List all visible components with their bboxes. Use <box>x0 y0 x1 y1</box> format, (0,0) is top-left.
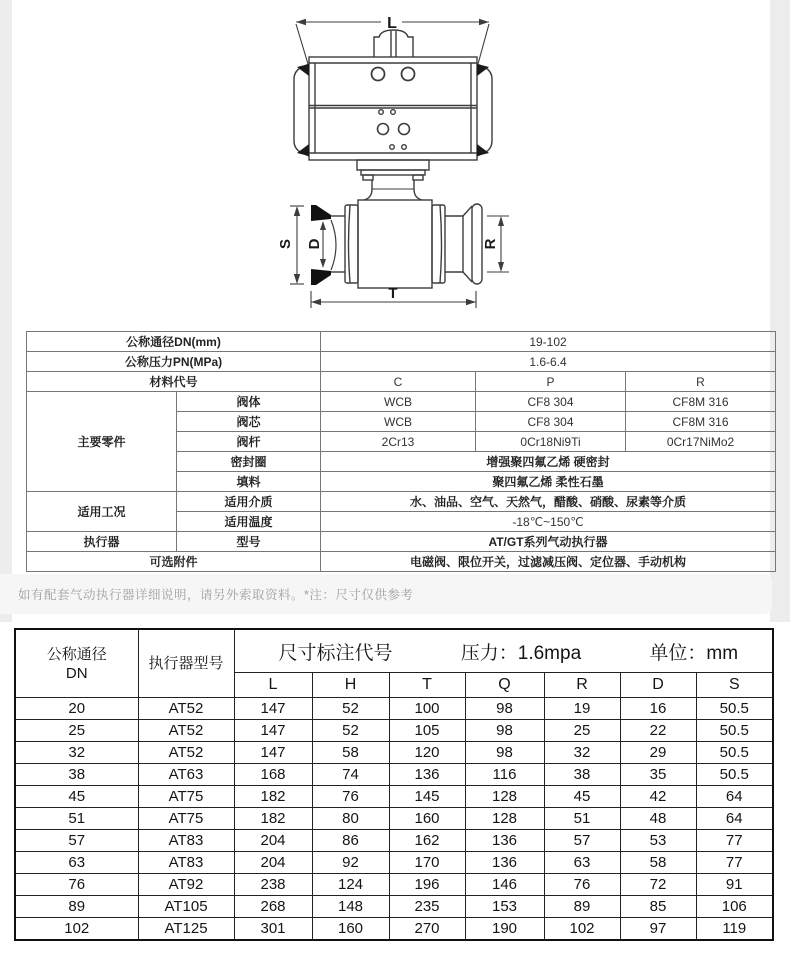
dim-cell: 25 <box>15 720 138 742</box>
dim-col-R: R <box>544 673 620 698</box>
dim-cell: 72 <box>620 874 696 896</box>
note-text: 如有配套气动执行器详细说明，请另外索取资料。*注：尺寸仅供参考 <box>18 588 414 602</box>
dim-cell: 58 <box>312 742 389 764</box>
dim-cell: 120 <box>389 742 465 764</box>
spec-parts-label: 主要零件 <box>27 392 177 492</box>
dim-cell: 102 <box>544 918 620 941</box>
dim-cell: 98 <box>465 720 544 742</box>
spec-temp-value: -18℃~150℃ <box>321 512 776 532</box>
dim-cell: 168 <box>234 764 312 786</box>
dim-cell: AT75 <box>138 808 234 830</box>
dim-cell: 29 <box>620 742 696 764</box>
clamp-section-bottom <box>311 269 331 285</box>
dim-cell: 50.5 <box>696 742 773 764</box>
dim-cell: 105 <box>389 720 465 742</box>
dim-cell: 204 <box>234 830 312 852</box>
dim-cell: 100 <box>389 698 465 720</box>
dim-col-L: L <box>234 673 312 698</box>
dim-cell: 85 <box>620 896 696 918</box>
dim-header-dn-line2: DN <box>65 664 88 682</box>
valve-body <box>358 200 432 288</box>
dim-header-dn-line1: 公称通径 <box>46 645 107 663</box>
dim-cell: 45 <box>15 786 138 808</box>
dim-cell: 38 <box>15 764 138 786</box>
dim-row <box>15 852 773 874</box>
dim-cell: 51 <box>15 808 138 830</box>
spec-accessories-label: 可选附件 <box>27 552 321 572</box>
spec-dn-label: 公称通径DN(mm) <box>27 332 321 352</box>
end-cap-right <box>477 64 492 156</box>
dim-col-Q: Q <box>465 673 544 698</box>
hex-nut-right <box>432 205 445 283</box>
dim-cell: 77 <box>696 852 773 874</box>
dim-cell: 153 <box>465 896 544 918</box>
dim-cell: 76 <box>312 786 389 808</box>
spec-material-p: P <box>476 372 626 392</box>
dim-cell: 63 <box>15 852 138 874</box>
dim-label-L: L <box>387 15 397 32</box>
spec-cell: 0Cr17NiMo2 <box>626 432 776 452</box>
spec-parts-body-label: 阀体 <box>177 392 321 412</box>
dim-cell: 35 <box>620 764 696 786</box>
air-port <box>402 68 415 81</box>
dim-cell: 76 <box>544 874 620 896</box>
dim-cell: 204 <box>234 852 312 874</box>
spec-dn-value: 19-102 <box>321 332 776 352</box>
dim-cell: AT52 <box>138 720 234 742</box>
dim-cell: 63 <box>544 852 620 874</box>
dim-cell: 89 <box>544 896 620 918</box>
spec-cell: CF8M 316 <box>626 412 776 432</box>
spec-actuator-value: AT/GT系列气动执行器 <box>321 532 776 552</box>
spec-cell: WCB <box>321 392 476 412</box>
actuator-plug <box>374 30 413 57</box>
spec-packing-value: 聚四氟乙烯 柔性石墨 <box>321 472 776 492</box>
spec-cell: CF8 304 <box>476 412 626 432</box>
dim-row <box>15 896 773 918</box>
dim-row <box>15 786 773 808</box>
dim-header-actuator-model: 执行器型号 <box>138 629 234 698</box>
dim-cell: 64 <box>696 786 773 808</box>
end-cap-left <box>294 64 309 156</box>
dim-cell: 124 <box>312 874 389 896</box>
dim-cell: AT83 <box>138 830 234 852</box>
dim-cell: 52 <box>312 720 389 742</box>
dim-cell: 170 <box>389 852 465 874</box>
dim-cell: 182 <box>234 786 312 808</box>
dim-cell: 57 <box>15 830 138 852</box>
dim-cell: 97 <box>620 918 696 941</box>
dim-cell: 32 <box>544 742 620 764</box>
dim-cell: 89 <box>15 896 138 918</box>
dim-cell: 48 <box>620 808 696 830</box>
dim-cell: AT63 <box>138 764 234 786</box>
dim-cell: 268 <box>234 896 312 918</box>
dim-cell: 25 <box>544 720 620 742</box>
dim-cell: 147 <box>234 742 312 764</box>
dim-col-S: S <box>696 673 773 698</box>
spec-packing-label: 填料 <box>177 472 321 492</box>
dim-row <box>15 830 773 852</box>
dim-cell: 74 <box>312 764 389 786</box>
valve-drawing <box>0 0 790 330</box>
dim-cell: 98 <box>465 698 544 720</box>
dim-cell: 86 <box>312 830 389 852</box>
dim-col-D: D <box>620 673 696 698</box>
dim-cell: 136 <box>465 830 544 852</box>
dim-cell: AT52 <box>138 698 234 720</box>
dim-cell: 51 <box>544 808 620 830</box>
spec-medium-value: 水、油品、空气、天然气，醋酸、硝酸、尿素等介质 <box>321 492 776 512</box>
dim-row <box>15 918 773 941</box>
mounting-bracket <box>357 160 429 170</box>
note-bar <box>0 574 772 614</box>
dim-cell: 20 <box>15 698 138 720</box>
dim-header-title <box>234 629 773 673</box>
dim-cell: 147 <box>234 720 312 742</box>
dim-cell: 182 <box>234 808 312 830</box>
dim-col-H: H <box>312 673 389 698</box>
air-port <box>372 68 385 81</box>
dim-row <box>15 720 773 742</box>
dim-cell: 64 <box>696 808 773 830</box>
spec-accessories-value: 电磁阀、限位开关，过滤减压阀、定位器、手动机构 <box>321 552 776 572</box>
spec-cell: CF8 304 <box>476 392 626 412</box>
dim-label-R: R <box>482 238 499 250</box>
dim-cell: 190 <box>465 918 544 941</box>
dim-cell: 42 <box>620 786 696 808</box>
dim-cell: 162 <box>389 830 465 852</box>
dim-cell: 50.5 <box>696 698 773 720</box>
dim-cell: 136 <box>389 764 465 786</box>
dim-cell: 235 <box>389 896 465 918</box>
dim-cell: 53 <box>620 830 696 852</box>
dim-row <box>15 808 773 830</box>
dim-row <box>15 764 773 786</box>
spec-cell: WCB <box>321 412 476 432</box>
spec-cell: CF8M 316 <box>626 392 776 412</box>
dim-label-S: S <box>277 238 294 250</box>
spec-parts-core-label: 阀芯 <box>177 412 321 432</box>
dim-cell: 146 <box>465 874 544 896</box>
dim-cell: 80 <box>312 808 389 830</box>
dim-cell: 270 <box>389 918 465 941</box>
dim-cell: 106 <box>696 896 773 918</box>
dim-cell: 301 <box>234 918 312 941</box>
dim-title-unit: 单位：mm <box>649 642 739 664</box>
dim-cell: 136 <box>465 852 544 874</box>
dim-label-D: D <box>306 238 323 250</box>
dim-cell: 52 <box>312 698 389 720</box>
dim-cell: 19 <box>544 698 620 720</box>
spec-pn-label: 公称压力PN(MPa) <box>27 352 321 372</box>
dim-title-pressure: 压力：1.6mpa <box>460 642 582 664</box>
spec-material-label: 材料代号 <box>27 372 321 392</box>
spec-temp-label: 适用温度 <box>177 512 321 532</box>
dim-header-dn <box>15 629 138 698</box>
spec-seal-value: 增强聚四氟乙烯 硬密封 <box>321 452 776 472</box>
spec-cell: 2Cr13 <box>321 432 476 452</box>
dim-cell: 58 <box>620 852 696 874</box>
spec-material-r: R <box>626 372 776 392</box>
dim-cell: AT125 <box>138 918 234 941</box>
dim-cell: 98 <box>465 742 544 764</box>
dim-cell: 45 <box>544 786 620 808</box>
dim-cell: AT105 <box>138 896 234 918</box>
spec-actuator-label: 执行器 <box>27 532 177 552</box>
dim-cell: 22 <box>620 720 696 742</box>
clamp-section-top <box>311 205 331 221</box>
hex-nut-left <box>345 205 358 283</box>
dim-row <box>15 698 773 720</box>
spec-pn-value: 1.6-6.4 <box>321 352 776 372</box>
dim-cell: 50.5 <box>696 764 773 786</box>
dim-label-T: T <box>388 285 398 302</box>
dim-cell: 160 <box>312 918 389 941</box>
dim-cell: 77 <box>696 830 773 852</box>
spec-condition-label: 适用工况 <box>27 492 177 532</box>
dim-cell: AT83 <box>138 852 234 874</box>
dim-cell: 91 <box>696 874 773 896</box>
dim-row <box>15 742 773 764</box>
spec-table <box>26 331 776 572</box>
spec-cell: 0Cr18Ni9Ti <box>476 432 626 452</box>
dim-row <box>15 874 773 896</box>
dim-cell: 92 <box>312 852 389 874</box>
dim-cell: AT52 <box>138 742 234 764</box>
dim-cell: 57 <box>544 830 620 852</box>
dimension-table <box>14 628 774 941</box>
dim-cell: 116 <box>465 764 544 786</box>
dim-cell: 38 <box>544 764 620 786</box>
dim-cell: AT75 <box>138 786 234 808</box>
spec-parts-stem-label: 阀杆 <box>177 432 321 452</box>
spec-medium-label: 适用介质 <box>177 492 321 512</box>
dim-cell: 32 <box>15 742 138 764</box>
spec-actuator-sublabel: 型号 <box>177 532 321 552</box>
dim-cell: 119 <box>696 918 773 941</box>
spec-seal-label: 密封圈 <box>177 452 321 472</box>
dim-cell: 128 <box>465 808 544 830</box>
dim-cell: AT92 <box>138 874 234 896</box>
dim-cell: 238 <box>234 874 312 896</box>
dim-cell: 102 <box>15 918 138 941</box>
clamp-face-right <box>472 204 482 284</box>
spec-material-c: C <box>321 372 476 392</box>
dim-col-T: T <box>389 673 465 698</box>
dim-title-text: 尺寸标注代号 <box>278 642 393 664</box>
dim-cell: 196 <box>389 874 465 896</box>
dim-cell: 145 <box>389 786 465 808</box>
dim-cell: 148 <box>312 896 389 918</box>
dim-cell: 147 <box>234 698 312 720</box>
dim-cell: 160 <box>389 808 465 830</box>
dim-cell: 50.5 <box>696 720 773 742</box>
dim-cell: 16 <box>620 698 696 720</box>
dim-cell: 128 <box>465 786 544 808</box>
dim-cell: 76 <box>15 874 138 896</box>
